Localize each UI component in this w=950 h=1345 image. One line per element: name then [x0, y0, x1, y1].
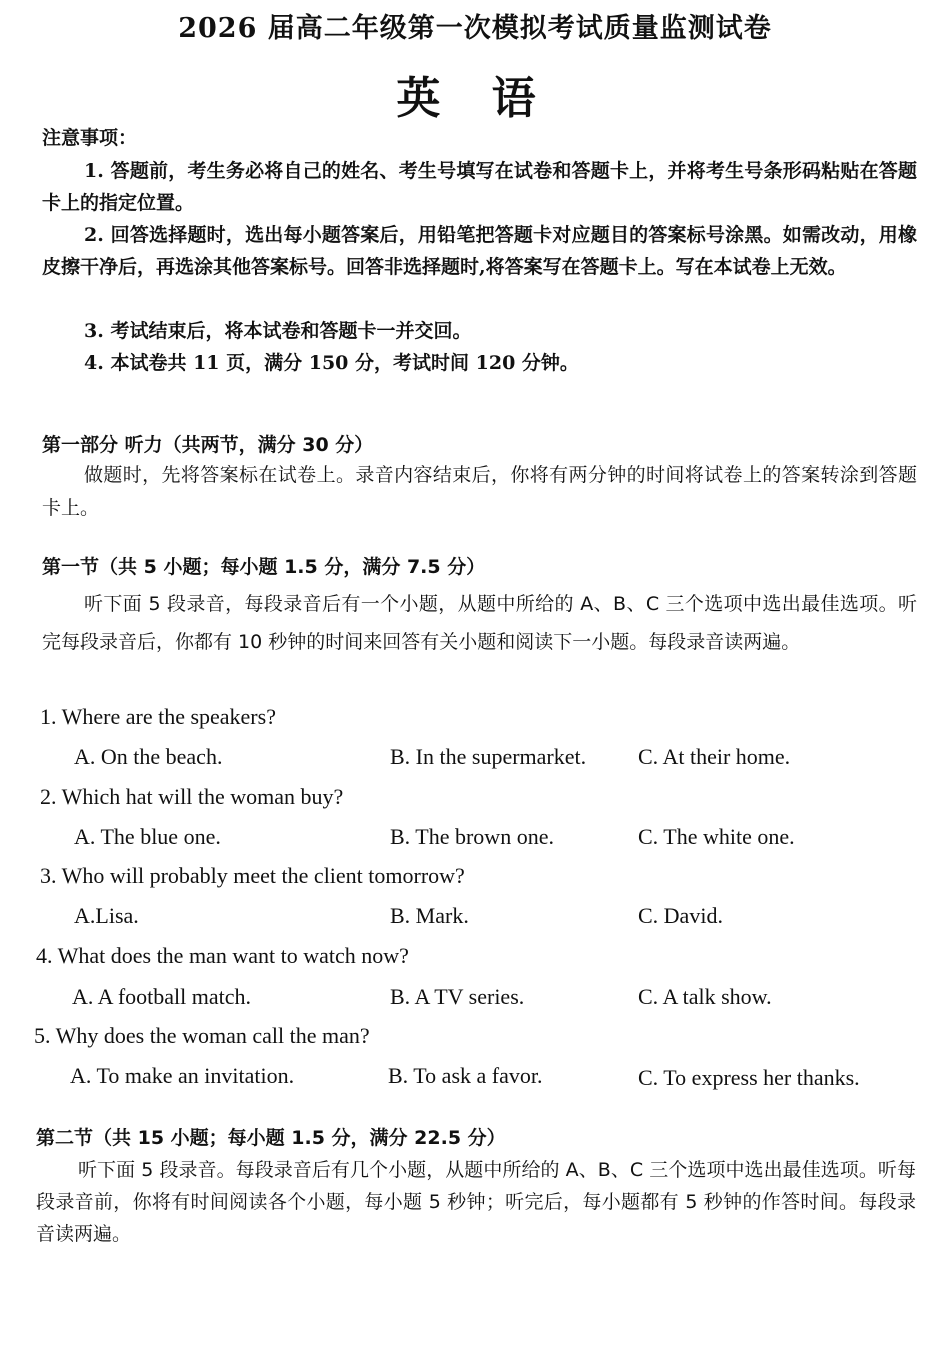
- section1-instruction: 听下面 5 段录音，每段录音后有一个小题，从题中所给的 A、B、C 三个选项中选出最佳选项。听完每段录音后，你都有 10 秒钟的时间来回答有关小题和阅读下一小题。每段录音读两遍。: [42, 593, 917, 653]
- question-5-option-c: C. To express her thanks.: [638, 1065, 860, 1090]
- section2-heading: 第二节（共 15 小题；每小题 1.5 分，满分 22.5 分）: [36, 1127, 506, 1149]
- notice-heading: 注意事项：: [42, 127, 138, 149]
- question-4-stem: 4. What does the man want to watch now?: [36, 943, 409, 968]
- question-2-stem: 2. Which hat will the woman buy?: [40, 784, 344, 809]
- question-1-option-b: B. In the supermarket.: [390, 744, 587, 769]
- question-2-option-a: A. The blue one.: [74, 824, 221, 849]
- question-4-option-c: C. A talk show.: [638, 984, 772, 1009]
- question-3-option-b: B. Mark.: [390, 903, 469, 928]
- notice-item-3: 3. 考试结束后，将本试卷和答题卡一并交回。: [84, 320, 472, 342]
- question-3-option-c: C. David.: [638, 903, 723, 928]
- question-2-option-b: B. The brown one.: [390, 824, 554, 849]
- question-3-option-a: A.Lisa.: [74, 903, 139, 928]
- notice-item-2: 2. 回答选择题时，选出每小题答案后，用铅笔把答题卡对应题目的答案标号涂黑。如需改动，用橡皮擦干净后，再选涂其他答案标号。回答非选择题时,将答案写在答题卡上。写在本试卷上无效。: [42, 224, 917, 278]
- question-5-stem: 5. Why does the woman call the man?: [34, 1023, 370, 1048]
- notice-item-1: 1. 答题前，考生务必将自己的姓名、考生号填写在试卷和答题卡上，并将考生号条形码粘贴在答题卡上的指定位置。: [42, 160, 917, 214]
- part1-instruction: 做题时，先将答案标在试卷上。录音内容结束后，你将有两分钟的时间将试卷上的答案转涂到答题卡上。: [42, 464, 917, 519]
- section2-instruction: 听下面 5 段录音。每段录音后有几个小题，从题中所给的 A、B、C 三个选项中选出最佳选项。听每段录音前，你将有时间阅读各个小题，每小题 5 秒钟；听完后，每小题都有 5 秒钟的作答时间。每段录音读两遍。: [36, 1159, 916, 1245]
- question-1-option-a: A. On the beach.: [74, 744, 223, 769]
- part1-heading: 第一部分 听力（共两节，满分 30 分）: [42, 434, 374, 456]
- question-4-option-a: A. A football match.: [72, 984, 252, 1009]
- section1-heading: 第一节（共 5 小题；每小题 1.5 分，满分 7.5 分）: [42, 556, 486, 578]
- subject-title: 英 语: [396, 73, 554, 124]
- question-4-option-b: B. A TV series.: [390, 984, 525, 1009]
- question-2-option-c: C. The white one.: [638, 824, 795, 849]
- question-3-stem: 3. Who will probably meet the client tomorrow?: [40, 863, 465, 888]
- question-1-option-c: C. At their home.: [638, 744, 791, 769]
- notice-item-4: 4. 本试卷共 11 页，满分 150 分，考试时间 120 分钟。: [84, 352, 579, 374]
- exam-title: 2026 届高二年级第一次模拟考试质量监测试卷: [178, 13, 772, 44]
- question-1-stem: 1. Where are the speakers?: [40, 704, 276, 729]
- question-5-option-b: B. To ask a favor.: [388, 1063, 543, 1088]
- question-5-option-a: A. To make an invitation.: [70, 1063, 295, 1088]
